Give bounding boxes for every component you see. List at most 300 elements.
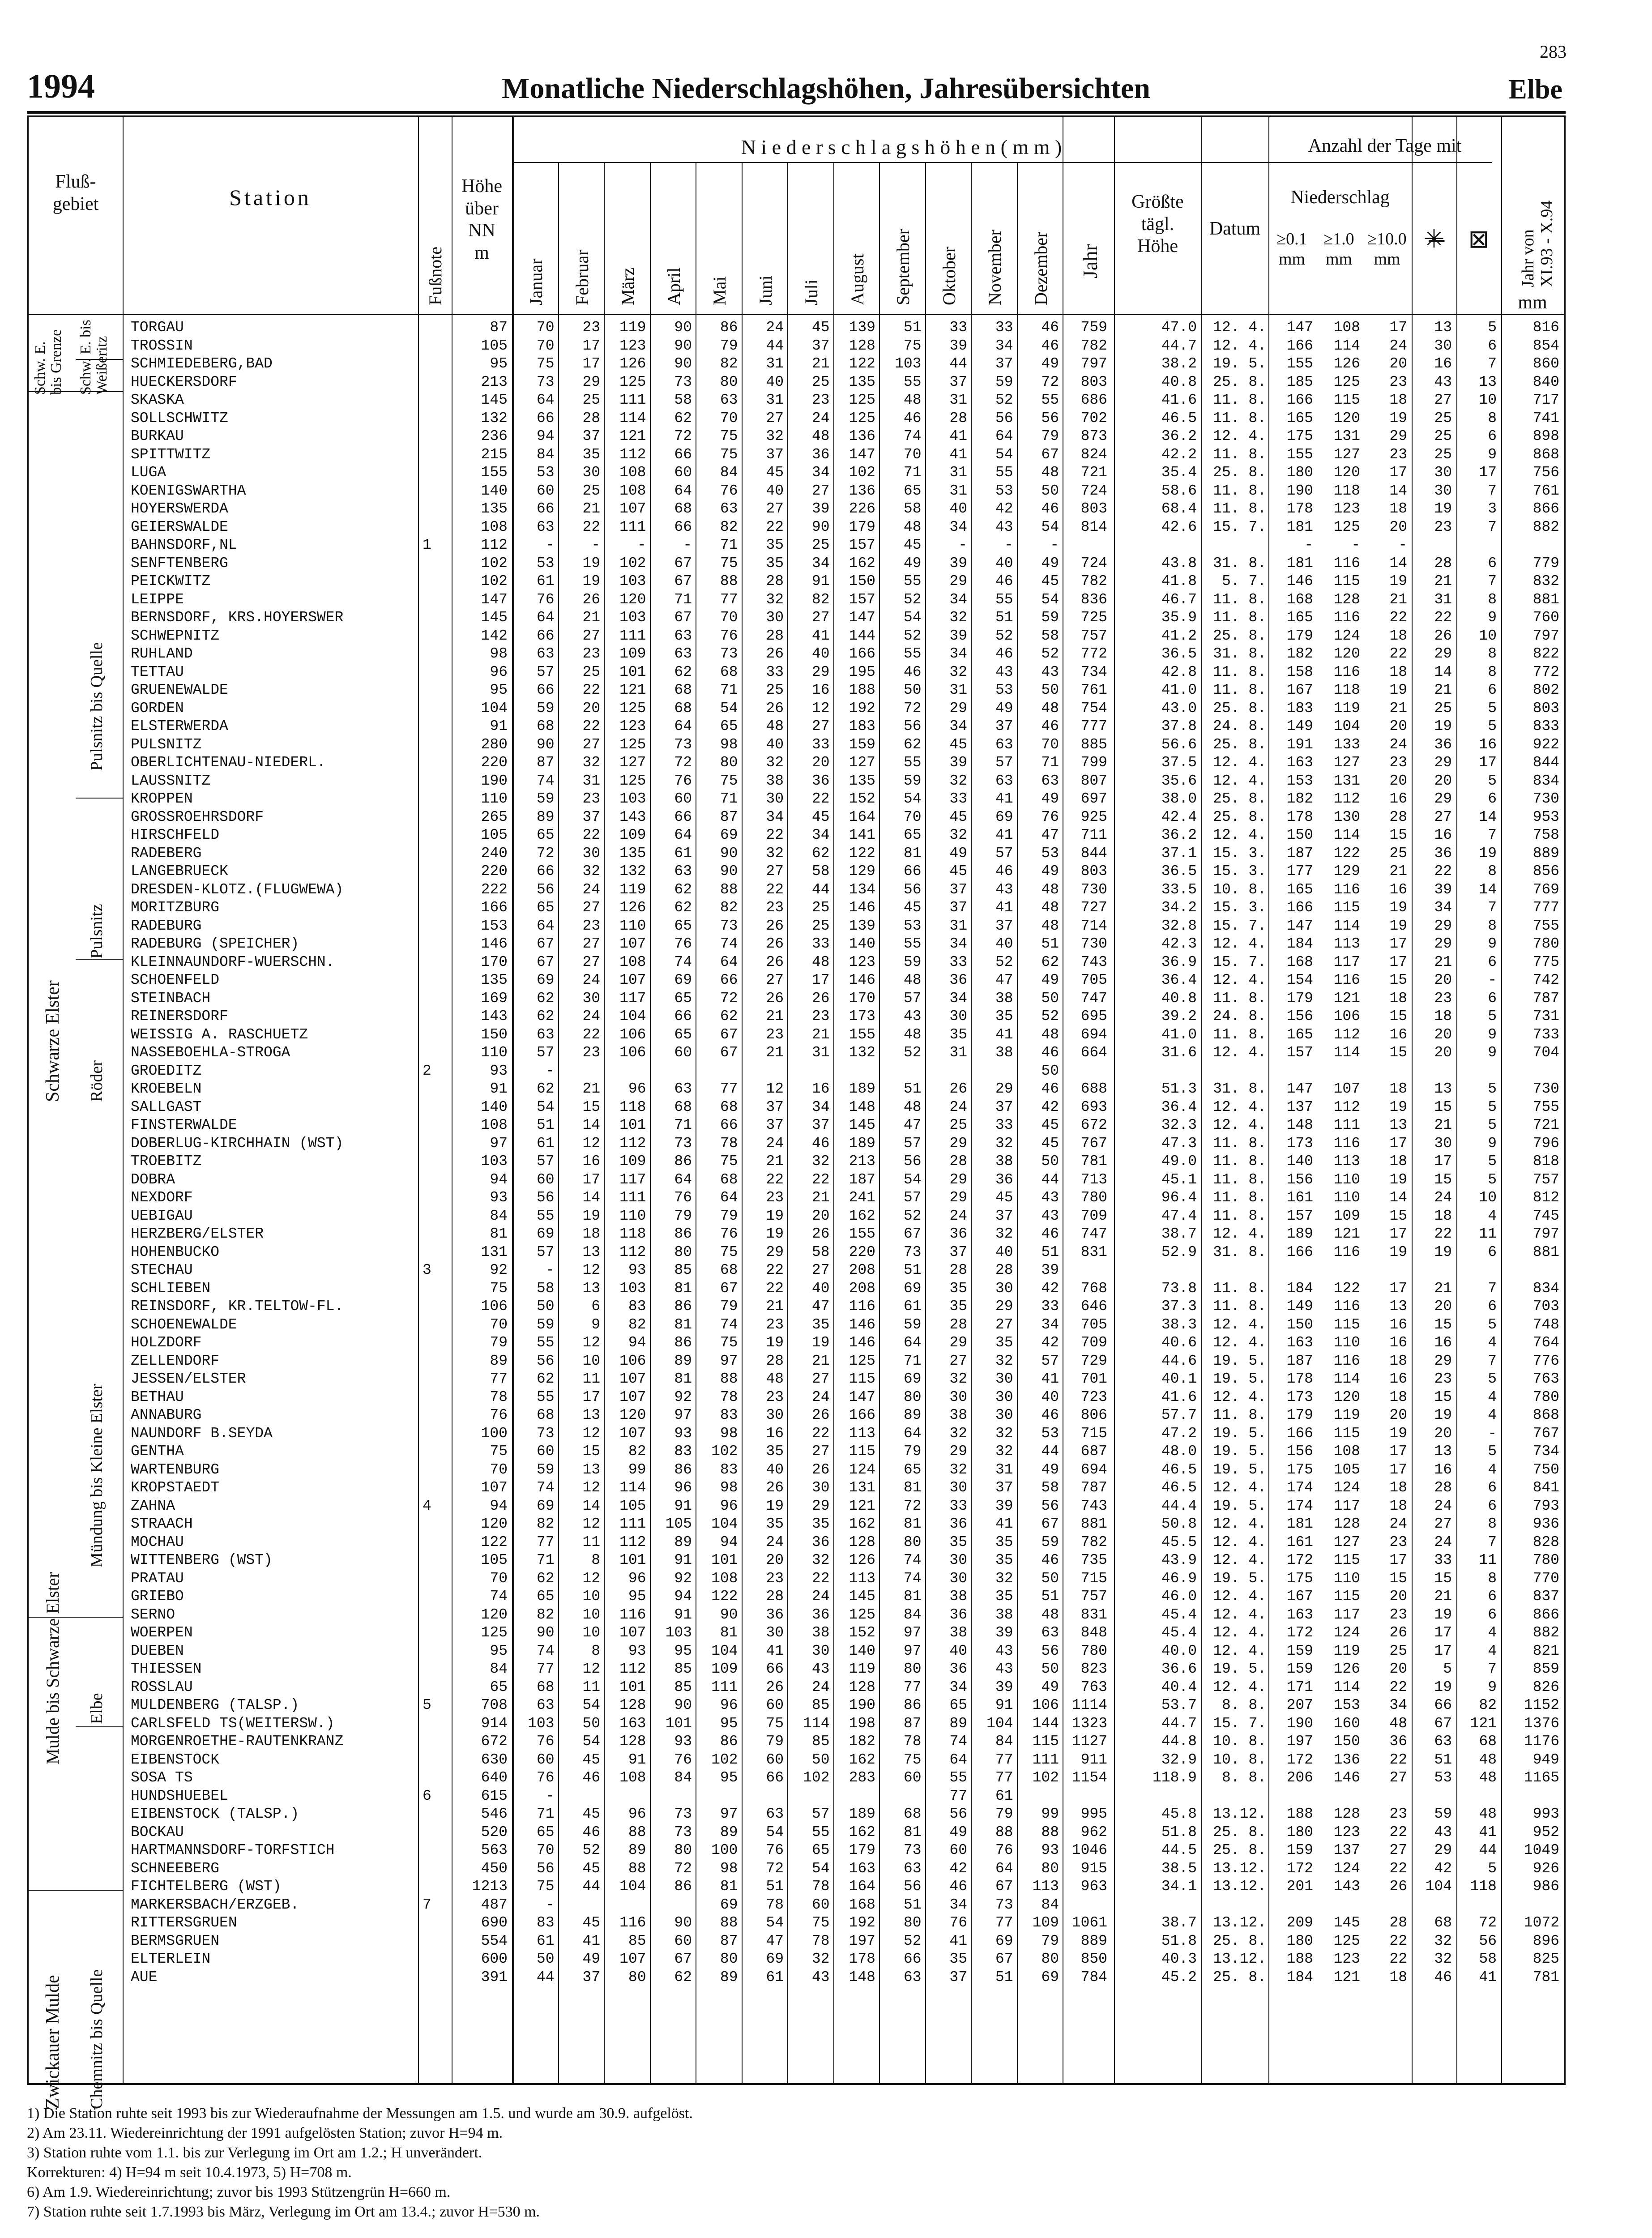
- table-cell: 12. 4.: [1213, 972, 1266, 988]
- table-row: [29, 1062, 1564, 1081]
- table-cell: 197: [1286, 1733, 1313, 1750]
- station-name: HOYERSWERDA: [131, 500, 228, 517]
- table-cell: 58: [811, 863, 830, 880]
- table-cell: 53: [1041, 1425, 1059, 1442]
- table-cell: 103: [481, 1153, 508, 1170]
- table-cell: 120: [481, 1606, 508, 1623]
- table-cell: 67: [674, 555, 692, 572]
- table-row: [29, 1026, 1564, 1044]
- table-cell: 50: [536, 1298, 555, 1315]
- table-cell: 78: [903, 1733, 922, 1750]
- station-name: ZAHNA: [131, 1497, 175, 1514]
- table-cell: 727: [1080, 899, 1107, 916]
- table-cell: 28: [1434, 1479, 1452, 1496]
- table-cell: 49: [1041, 555, 1059, 572]
- table-cell: 125: [481, 1624, 508, 1641]
- table-cell: 172: [1286, 1624, 1313, 1641]
- table-cell: 107: [619, 972, 646, 988]
- table-cell: 37: [995, 1098, 1013, 1115]
- table-cell: 13: [1389, 1298, 1407, 1315]
- table-cell: 22: [1434, 863, 1452, 880]
- table-cell: 108: [619, 953, 646, 970]
- table-cell: 32: [766, 845, 784, 862]
- table-cell: 180: [1286, 464, 1313, 481]
- table-cell: 27: [766, 500, 784, 517]
- table-cell: 68: [720, 1171, 738, 1188]
- table-cell: 66: [536, 500, 555, 517]
- table-cell: 52: [903, 627, 922, 644]
- table-cell: 802: [1532, 682, 1559, 698]
- table-cell: 925: [1080, 808, 1107, 825]
- table-cell: 49: [995, 700, 1013, 717]
- table-cell: 74: [536, 1479, 555, 1496]
- table-cell: 103: [619, 573, 646, 589]
- table-cell: 63: [720, 392, 738, 408]
- table-cell: 97: [903, 1624, 922, 1641]
- table-cell: 64: [903, 1425, 922, 1442]
- table-cell: 146: [1286, 573, 1313, 589]
- table-cell: 803: [1532, 700, 1559, 717]
- table-cell: 58: [903, 500, 922, 517]
- table-cell: 128: [619, 1733, 646, 1750]
- table-cell: 844: [1532, 754, 1559, 771]
- region-grenze: Schw. E. bis Grenze: [32, 329, 64, 395]
- table-cell: 118.9: [1152, 1769, 1197, 1786]
- table-cell: 103: [895, 355, 922, 372]
- table-cell: 25: [949, 1117, 967, 1133]
- footnote: 3) Station ruhte vom 1.1. bis zur Verlegung im Ort am 1.2.; H unverändert.: [27, 2144, 482, 2161]
- table-cell: 81: [903, 1588, 922, 1605]
- table-cell: 60: [674, 1044, 692, 1061]
- table-cell: 38: [949, 1624, 967, 1641]
- table-cell: 66: [766, 1769, 784, 1786]
- table-cell: 95: [674, 1642, 692, 1659]
- table-cell: 102: [481, 555, 508, 572]
- table-cell: 672: [481, 1733, 508, 1750]
- table-cell: 24: [1434, 1189, 1452, 1206]
- station-name: LANGEBRUECK: [131, 863, 228, 880]
- table-cell: 36: [949, 972, 967, 988]
- table-cell: 104: [1333, 718, 1360, 735]
- header-ge100: ≥10.0 mm: [1367, 230, 1407, 269]
- table-cell: 124: [1333, 627, 1360, 644]
- table-cell: 82: [628, 1443, 646, 1460]
- table-cell: 64: [720, 1189, 738, 1206]
- table-cell: 62: [536, 1008, 555, 1025]
- table-cell: 74: [949, 1733, 967, 1750]
- table-cell: 146: [849, 1316, 875, 1333]
- table-cell: 12. 4.: [1213, 1678, 1266, 1696]
- table-cell: 19. 5.: [1213, 1661, 1266, 1677]
- table-cell: 30: [582, 845, 600, 862]
- table-cell: -: [545, 537, 555, 553]
- table-cell: 74: [903, 1552, 922, 1568]
- table-cell: 35: [766, 537, 784, 553]
- table-cell: 11. 8.: [1213, 1280, 1266, 1297]
- table-cell: 6: [1488, 1497, 1497, 1514]
- table-cell: 16: [766, 1425, 784, 1442]
- table-cell: 37.8: [1161, 718, 1197, 735]
- footnote: 1) Die Station ruhte seit 1993 bis zur Wiederaufnahme der Messungen am 1.5. und wurde am 30.9. aufgelöst.: [27, 2105, 693, 2122]
- station-name: HOLZDORF: [131, 1334, 202, 1351]
- table-cell: 24: [811, 1588, 830, 1605]
- station-name: BETHAU: [131, 1388, 184, 1405]
- header-hoehe: Höhe über NN m: [461, 176, 502, 263]
- table-cell: 89: [949, 1715, 967, 1732]
- table-row: [29, 1479, 1564, 1497]
- table-cell: 21: [582, 1081, 600, 1097]
- table-cell: 64: [536, 609, 555, 626]
- table-row: [29, 808, 1564, 827]
- table-cell: 36.2: [1161, 827, 1197, 843]
- table-cell: 79: [995, 1806, 1013, 1822]
- region-muendung: Mündung bis Kleine Elster: [87, 1384, 106, 1567]
- table-cell: 90: [536, 1624, 555, 1641]
- table-cell: 34: [811, 827, 830, 843]
- table-cell: 799: [1080, 754, 1107, 771]
- table-cell: 111: [619, 518, 646, 535]
- table-cell: 22: [1389, 1860, 1407, 1877]
- table-cell: 44: [766, 337, 784, 354]
- table-cell: 23: [766, 1388, 784, 1405]
- table-cell: 12. 4.: [1213, 1533, 1266, 1550]
- table-cell: 15: [1389, 1207, 1407, 1224]
- table-cell: 94: [720, 1533, 738, 1550]
- table-cell: 72: [1041, 373, 1059, 390]
- month-divider: [558, 162, 559, 2083]
- station-name: HARTMANNSDORF-TORFSTICH: [131, 1842, 335, 1858]
- table-cell: 37: [766, 1117, 784, 1133]
- table-cell: 19: [582, 573, 600, 589]
- table-cell: 22: [582, 1026, 600, 1043]
- table-cell: 17: [1434, 1624, 1452, 1641]
- header-niederschlag-sub: Niederschlag: [1290, 187, 1390, 208]
- table-cell: 53: [995, 482, 1013, 499]
- table-cell: 36.5: [1161, 645, 1197, 662]
- table-cell: 600: [481, 1951, 508, 1967]
- table-cell: 22: [766, 518, 784, 535]
- table-cell: 43: [903, 1008, 922, 1025]
- table-cell: 114: [1333, 337, 1360, 354]
- table-cell: 73: [720, 645, 738, 662]
- table-cell: 13: [1389, 1117, 1407, 1133]
- table-cell: 25: [1434, 700, 1452, 717]
- table-cell: 150: [1333, 1733, 1360, 1750]
- table-cell: 182: [1286, 645, 1313, 662]
- table-cell: 37: [995, 1207, 1013, 1224]
- table-cell: 103: [619, 1280, 646, 1297]
- table-cell: 137: [1333, 1842, 1360, 1858]
- table-cell: 49.0: [1161, 1153, 1197, 1170]
- table-cell: 139: [849, 319, 875, 336]
- table-cell: 84: [720, 464, 738, 481]
- table-cell: 36: [811, 772, 830, 789]
- table-cell: 23: [582, 1044, 600, 1061]
- table-cell: 99: [1041, 1806, 1059, 1822]
- table-cell: 69: [766, 1951, 784, 1967]
- table-cell: 189: [849, 1135, 875, 1152]
- table-cell: 86: [674, 1153, 692, 1170]
- region-schwarze-elster: Schwarze Elster: [43, 980, 63, 1102]
- table-cell: 39: [995, 1678, 1013, 1696]
- table-cell: 96: [628, 1806, 646, 1822]
- table-cell: 80: [720, 754, 738, 771]
- table-cell: 68: [674, 700, 692, 717]
- table-cell: 5: [1488, 1316, 1497, 1333]
- table-cell: 40.1: [1161, 1371, 1197, 1387]
- table-cell: 133: [1333, 736, 1360, 753]
- table-cell: 53: [903, 917, 922, 934]
- table-cell: 41: [995, 1516, 1013, 1532]
- table-cell: 82: [720, 518, 738, 535]
- table-cell: 30: [949, 1570, 967, 1587]
- table-cell: 35: [995, 1533, 1013, 1550]
- table-cell: 72: [674, 754, 692, 771]
- table-cell: 85: [674, 1678, 692, 1696]
- table-cell: 8: [591, 1552, 600, 1568]
- table-cell: 38: [995, 1044, 1013, 1061]
- table-cell: 51: [903, 1081, 922, 1097]
- table-cell: 39.2: [1161, 1008, 1197, 1025]
- table-cell: 95: [628, 1588, 646, 1605]
- table-cell: 936: [1532, 1516, 1559, 1532]
- table-cell: 120: [1333, 464, 1360, 481]
- table-cell: 11. 8.: [1213, 1189, 1266, 1206]
- table-cell: 75: [811, 1914, 830, 1931]
- table-cell: 23: [811, 392, 830, 408]
- table-cell: 126: [619, 355, 646, 372]
- table-cell: 14: [582, 1117, 600, 1133]
- table-cell: 29: [1434, 935, 1452, 952]
- table-cell: 147: [1286, 319, 1313, 336]
- month-divider: [971, 162, 972, 2083]
- station-name: TORGAU: [131, 319, 184, 336]
- table-cell: 13.12.: [1213, 1806, 1266, 1822]
- table-cell: 51: [1041, 1243, 1059, 1260]
- table-cell: 52: [903, 1207, 922, 1224]
- table-cell: 19: [1389, 1425, 1407, 1442]
- table-cell: 88: [720, 1914, 738, 1931]
- table-cell: 88: [720, 573, 738, 589]
- table-cell: 113: [849, 1570, 875, 1587]
- table-cell: 65: [903, 827, 922, 843]
- table-cell: 848: [1080, 1624, 1107, 1641]
- table-cell: 36.6: [1161, 1661, 1197, 1677]
- table-cell: 125: [619, 736, 646, 753]
- table-cell: 184: [1286, 935, 1313, 952]
- region-pulsnitz: Pulsnitz: [87, 904, 106, 959]
- table-cell: 81: [903, 1479, 922, 1496]
- table-cell: 187: [1286, 1352, 1313, 1369]
- table-cell: 824: [1080, 446, 1107, 463]
- table-cell: 34: [811, 464, 830, 481]
- table-cell: 38.0: [1161, 790, 1197, 807]
- table-cell: 40: [949, 500, 967, 517]
- table-cell: 43: [811, 1661, 830, 1677]
- table-cell: 104: [711, 1642, 738, 1659]
- table-cell: 8: [591, 1642, 600, 1659]
- table-cell: 105: [1333, 1461, 1360, 1478]
- station-name: REINERSDORF: [131, 1008, 228, 1025]
- table-cell: 30: [949, 1479, 967, 1496]
- table-cell: 127: [849, 754, 875, 771]
- table-cell: 161: [1286, 1189, 1313, 1206]
- table-cell: 65: [674, 990, 692, 1007]
- table-cell: 24: [949, 1098, 967, 1115]
- station-name: NAUNDORF B.SEYDA: [131, 1425, 273, 1442]
- table-cell: 48: [1041, 464, 1059, 481]
- table-cell: 117: [619, 990, 646, 1007]
- table-cell: 66: [720, 1117, 738, 1133]
- table-cell: 110: [1333, 1334, 1360, 1351]
- table-cell: 24. 8.: [1213, 718, 1266, 735]
- table-cell: 140: [849, 935, 875, 952]
- table-cell: 26: [766, 1479, 784, 1496]
- station-name: ANNABURG: [131, 1407, 202, 1423]
- station-name: WARTENBURG: [131, 1461, 220, 1478]
- table-cell: 157: [1286, 1207, 1313, 1224]
- table-cell: 71: [720, 790, 738, 807]
- table-cell: 5: [1488, 1098, 1497, 1115]
- table-cell: 107: [619, 1624, 646, 1641]
- table-cell: 76: [766, 1842, 784, 1858]
- station-name: ZELLENDORF: [131, 1352, 220, 1369]
- table-cell: 80: [720, 373, 738, 390]
- station-name: TETTAU: [131, 663, 184, 680]
- table-cell: 112: [619, 446, 646, 463]
- table-cell: 190: [1286, 1715, 1313, 1732]
- table-cell: 56: [1041, 410, 1059, 427]
- table-cell: 6: [1488, 990, 1497, 1007]
- table-cell: 64: [995, 428, 1013, 444]
- table-cell: 12. 4.: [1213, 337, 1266, 354]
- table-cell: 38.7: [1161, 1226, 1197, 1242]
- table-cell: 67: [536, 935, 555, 952]
- station-name: PULSNITZ: [131, 736, 202, 753]
- table-cell: 190: [1286, 482, 1313, 499]
- table-cell: 28: [766, 1588, 784, 1605]
- table-cell: 122: [849, 355, 875, 372]
- table-cell: 71: [903, 1352, 922, 1369]
- table-cell: 664: [1080, 1044, 1107, 1061]
- table-cell: 19: [766, 1226, 784, 1242]
- table-cell: 48: [811, 953, 830, 970]
- table-cell: 713: [1080, 1171, 1107, 1188]
- table-cell: 42.8: [1161, 663, 1197, 680]
- table-cell: 48: [1041, 1026, 1059, 1043]
- table-cell: 177: [1286, 863, 1313, 880]
- table-cell: 41: [995, 899, 1013, 916]
- table-cell: 76: [674, 772, 692, 789]
- table-cell: 25: [811, 537, 830, 553]
- table-cell: 28: [582, 410, 600, 427]
- table-cell: 62: [674, 881, 692, 898]
- table-cell: 41.6: [1161, 1388, 1197, 1405]
- table-cell: 4: [1488, 1207, 1497, 1224]
- table-cell: 856: [1532, 863, 1559, 880]
- station-name: LUGA: [131, 464, 166, 481]
- table-cell: 68: [720, 663, 738, 680]
- table-cell: -: [545, 1262, 555, 1278]
- table-cell: 82: [536, 1516, 555, 1532]
- table-cell: 52: [995, 953, 1013, 970]
- table-cell: 35: [811, 1316, 830, 1333]
- table-cell: 47: [1041, 827, 1059, 843]
- table-row: [29, 1135, 1564, 1153]
- table-cell: 128: [1333, 591, 1360, 608]
- table-cell: 12: [582, 1661, 600, 1677]
- table-cell: 20: [1389, 1407, 1407, 1423]
- table-cell: 61: [766, 1969, 784, 1986]
- month-divider: [787, 162, 788, 2083]
- table-cell: 48: [1041, 917, 1059, 934]
- table-cell: 96: [720, 1497, 738, 1514]
- table-cell: 23: [1389, 1533, 1407, 1550]
- table-cell: 40: [766, 1461, 784, 1478]
- table-cell: 109: [711, 1661, 738, 1677]
- table-cell: 8: [1488, 917, 1497, 934]
- table-cell: 43: [995, 518, 1013, 535]
- table-cell: 120: [481, 1516, 508, 1532]
- table-cell: 32: [582, 754, 600, 771]
- table-cell: 98: [720, 1860, 738, 1877]
- table-cell: 18: [1389, 1497, 1407, 1514]
- table-cell: 97: [720, 1352, 738, 1369]
- table-cell: 56: [1041, 1642, 1059, 1659]
- table-cell: 50: [536, 1951, 555, 1967]
- table-cell: 73: [674, 373, 692, 390]
- table-cell: 66: [720, 972, 738, 988]
- table-cell: 21: [766, 1008, 784, 1025]
- table-cell: 36.2: [1161, 428, 1197, 444]
- table-cell: 67: [995, 1878, 1013, 1895]
- table-cell: 102: [711, 1751, 738, 1768]
- table-cell: 128: [1333, 1806, 1360, 1822]
- table-cell: 108: [619, 482, 646, 499]
- table-cell: 7: [1488, 827, 1497, 843]
- table-cell: 145: [1333, 1914, 1360, 1931]
- table-cell: 175: [1286, 1570, 1313, 1587]
- table-cell: 20: [1389, 518, 1407, 535]
- table-cell: 60: [536, 1443, 555, 1460]
- table-cell: 19: [1389, 682, 1407, 698]
- table-cell: 33: [1434, 1552, 1452, 1568]
- table-cell: 159: [1286, 1642, 1313, 1659]
- table-cell: 180: [1286, 1824, 1313, 1841]
- table-cell: 742: [1532, 972, 1559, 988]
- table-cell: 52: [903, 1044, 922, 1061]
- table-cell: 75: [903, 1751, 922, 1768]
- table-cell: 818: [1532, 1153, 1559, 1170]
- table-cell: 92: [674, 1570, 692, 1587]
- table-row: [29, 1787, 1564, 1806]
- table-cell: 55: [903, 573, 922, 589]
- table-cell: 32: [995, 1352, 1013, 1369]
- table-cell: 189: [849, 1806, 875, 1822]
- table-cell: 46.7: [1161, 591, 1197, 608]
- table-cell: 65: [536, 1588, 555, 1605]
- station-name: MOCHAU: [131, 1533, 184, 1550]
- table-cell: 38.3: [1161, 1316, 1197, 1333]
- table-cell: 104: [986, 1715, 1013, 1732]
- table-cell: 129: [1333, 863, 1360, 880]
- table-cell: 24: [1434, 1497, 1452, 1514]
- table-cell: 66: [536, 682, 555, 698]
- table-cell: 112: [1333, 1098, 1360, 1115]
- table-cell: 24: [1389, 1516, 1407, 1532]
- table-cell: 99: [628, 1461, 646, 1478]
- table-cell: 37: [582, 428, 600, 444]
